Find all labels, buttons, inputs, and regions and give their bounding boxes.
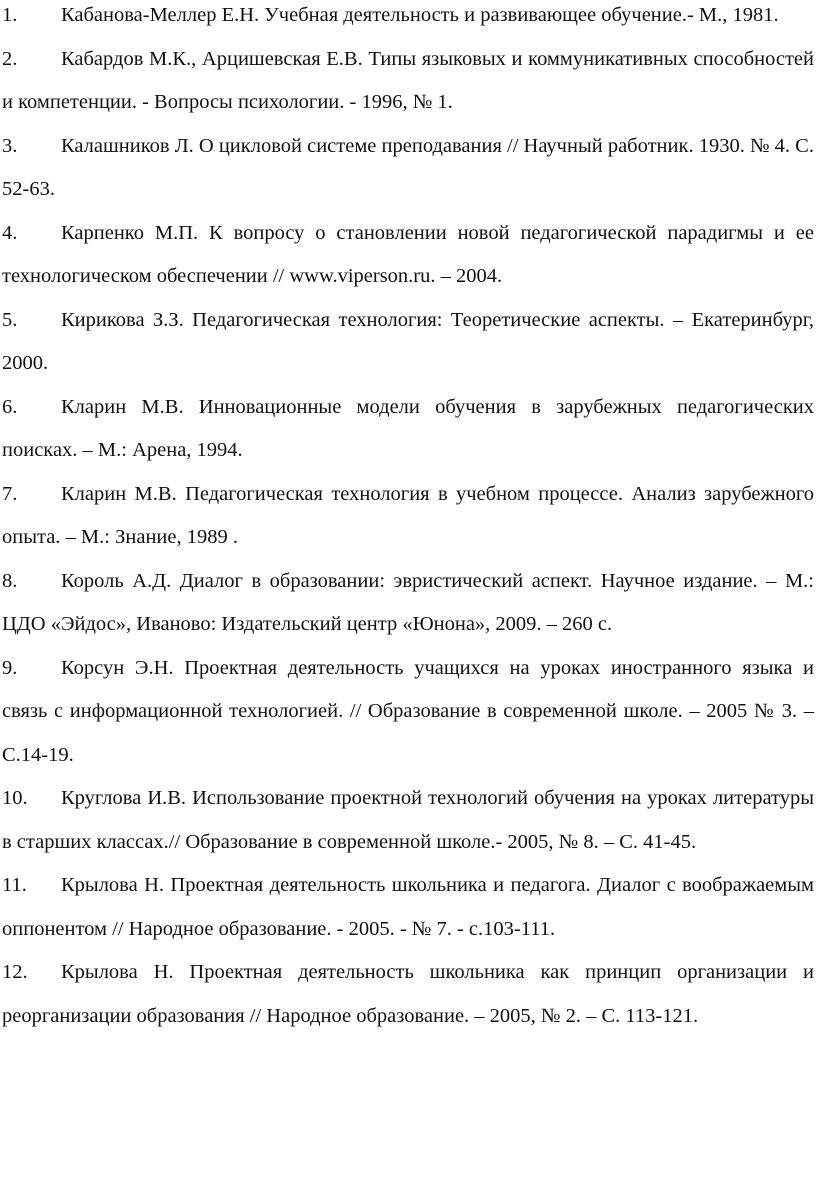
reference-text: Кабардов М.К., Арцишевская Е.В. Типы языковых и коммуникативных способностей и компетенции. - Вопросы психологии. - 1996, № 1. <box>2 47 814 113</box>
reference-number: 3. <box>2 134 18 157</box>
reference-number: 8. <box>2 569 18 592</box>
reference-text: Кларин М.В. Инновационные модели обучения в зарубежных педагогических поисках. – М.: Арена, 1994. <box>2 395 814 461</box>
reference-text: Карпенко М.П. К вопросу о становлении новой педагогической парадигмы и ее технологическом обеспечении // www.viperson.ru. – 2004. <box>2 221 814 287</box>
reference-number: 12. <box>2 961 28 983</box>
reference-number: 10. <box>2 787 28 809</box>
reference-text: Крылова Н. Проектная деятельность школьника и педагога. Диалог с воображаемым оппонентом // Народное образование. - 2005. - № 7. - с.103-111. <box>2 874 814 940</box>
reference-number: 11. <box>2 874 27 896</box>
reference-number: 4. <box>2 221 18 244</box>
reference-text: Кларин М.В. Педагогическая технология в учебном процессе. Анализ зарубежного опыта. – М.: Знание, 1989 . <box>2 482 814 548</box>
reference-item <box>2 38 814 125</box>
reference-number: 5. <box>2 308 18 331</box>
reference-item <box>2 864 814 951</box>
reference-item <box>2 951 814 1038</box>
reference-text: Кирикова З.З. Педагогическая технология: Теоретические аспекты. – Екатеринбург, 2000. <box>2 308 814 374</box>
reference-item <box>2 386 814 473</box>
reference-number: 1. <box>2 4 18 26</box>
reference-text: Король А.Д. Диалог в образовании: эвристический аспект. Научное издание. – М.: ЦДО «Эйдос», Иваново: Издательский центр «Юнона», 2009. – 260 с. <box>2 569 814 635</box>
reference-text: Калашников Л. О цикловой системе преподавания // Научный работник. 1930. № 4. С. 52-63. <box>2 134 814 200</box>
reference-item <box>2 125 814 212</box>
reference-text: Кабанова-Меллер Е.Н. Учебная деятельность и развивающее обучение.- М., 1981. <box>61 4 779 26</box>
reference-list <box>2 0 814 1038</box>
reference-item <box>2 473 814 560</box>
reference-number: 9. <box>2 656 18 679</box>
reference-text: Крылова Н. Проектная деятельность школьника как принцип организации и реорганизации образования // Народное образование. – 2005, № 2. – С. 113-121. <box>2 961 814 1027</box>
reference-item <box>2 560 814 647</box>
reference-number: 6. <box>2 395 18 418</box>
reference-number: 2. <box>2 47 18 70</box>
reference-item <box>2 212 814 299</box>
reference-text: Корсун Э.Н. Проектная деятельность учащихся на уроках иностранного языка и связь с информационной технологией. // Образование в современной школе. – 2005 № 3. – С.14-19. <box>2 656 814 766</box>
reference-item <box>2 777 814 864</box>
reference-number: 7. <box>2 482 18 505</box>
reference-item <box>2 647 814 778</box>
reference-item <box>2 299 814 386</box>
reference-item <box>2 0 814 38</box>
reference-text: Круглова И.В. Использование проектной технологий обучения на уроках литературы в старших классах.// Образование в современной школе.- 2005, № 8. – С. 41-45. <box>2 787 814 853</box>
